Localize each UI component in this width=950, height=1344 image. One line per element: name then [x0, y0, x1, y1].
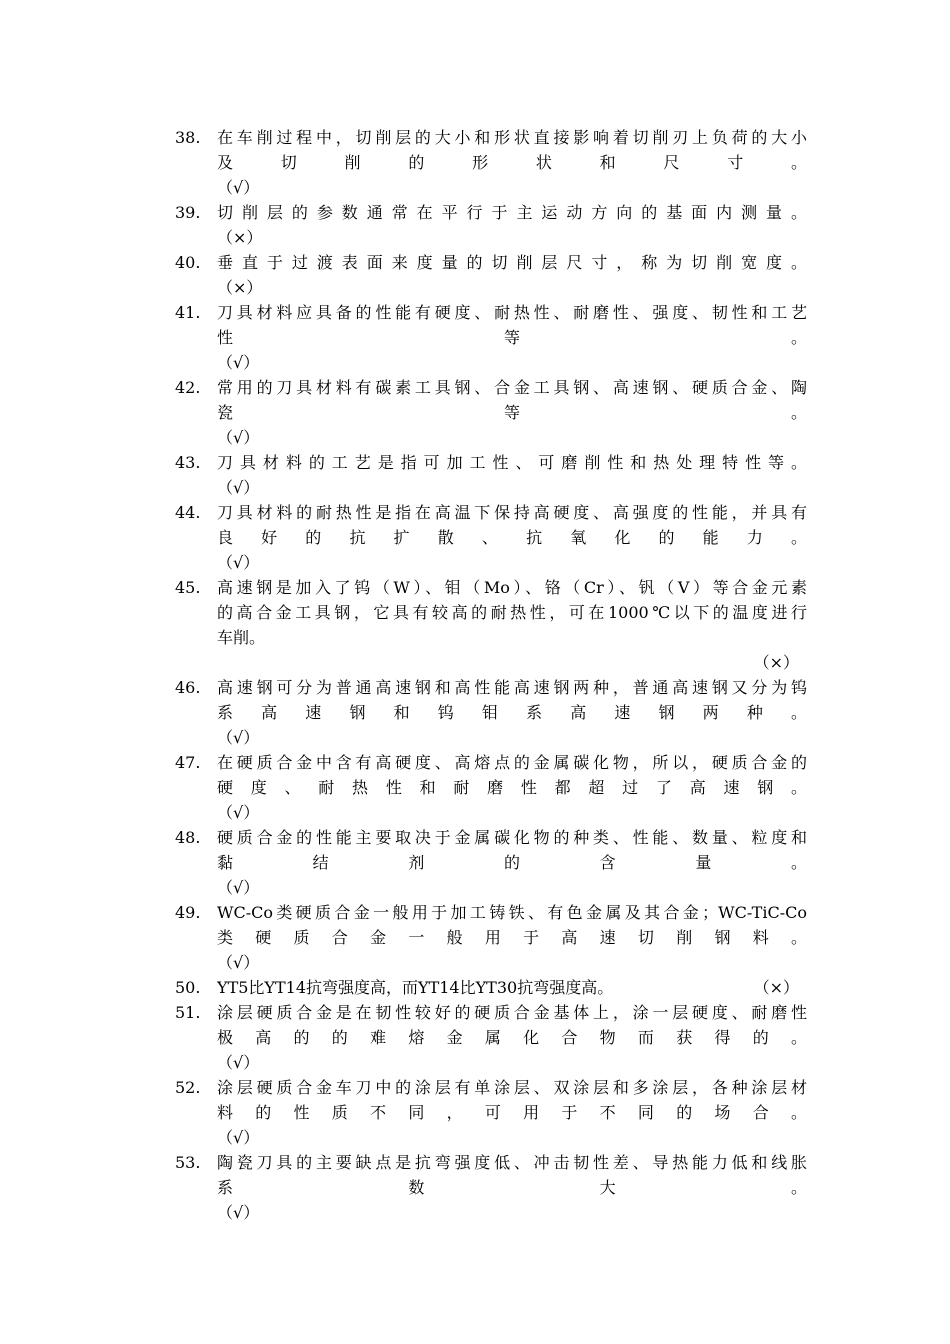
answer-mark: （√） [217, 1203, 260, 1222]
question-text-line1: 切削层的参数通常在平行于主运动方向的基面内测量。 [217, 203, 807, 222]
question-text-line1: 硬质合金的性能主要取决于金属碳化物的种类、性能、数量、粒度和 [217, 828, 807, 847]
answer-mark: （×） [217, 278, 263, 297]
question-number: 51. [175, 1003, 201, 1022]
question-text-line2: 黏结剂的含量。 [217, 853, 807, 872]
question-number: 38. [175, 128, 201, 147]
question-text-line1: 在车削过程中，切削层的大小和形状直接影响着切削刃上负荷的大小 [217, 128, 807, 147]
question-number: 52. [175, 1078, 201, 1097]
question-text-line3: 车削。 [217, 628, 266, 647]
question-number: 48. [175, 828, 201, 847]
answer-mark: （√） [217, 553, 260, 572]
question-text-line2: 系数大。 [217, 1178, 807, 1197]
question-text-line1: 刀具材料的工艺是指可加工性、可磨削性和热处理特性等。 [217, 453, 807, 472]
question-text-line2: 瓷等。 [217, 403, 807, 422]
answer-mark: （√） [217, 353, 260, 372]
answer-mark: （×） [217, 228, 263, 247]
question-text-line2: 类硬质合金一般用于高速切削钢料。 [217, 928, 807, 947]
answer-mark: （√） [217, 1053, 260, 1072]
question-text-line2: 及切削的形状和尺寸。 [217, 153, 807, 172]
question-text-line1: 在硬质合金中含有高硬度、高熔点的金属碳化物，所以，硬质合金的 [217, 753, 807, 772]
question-text-line1: 涂层硬质合金是在韧性较好的硬质合金基体上，涂一层硬度、耐磨性 [217, 1003, 807, 1022]
question-text-line2: 性等。 [217, 328, 807, 347]
question-text-line1: 刀具材料应具备的性能有硬度、耐热性、耐磨性、强度、韧性和工艺 [217, 303, 807, 322]
answer-mark: （√） [217, 178, 260, 197]
question-number: 40. [175, 253, 201, 272]
question-text-line2: 硬度、耐热性和耐磨性都超过了高速钢。 [217, 778, 807, 797]
answer-mark: （√） [217, 953, 260, 972]
answer-mark: （√） [217, 478, 260, 497]
answer-mark: （×） [753, 653, 799, 672]
question-text-line2: 料的性质不同，可用于不同的场合。 [217, 1103, 807, 1122]
question-text-line2: 的高合金工具钢，它具有较高的耐热性，可在1000℃以下的温度进行 [217, 603, 807, 622]
question-number: 49. [175, 903, 201, 922]
question-number: 46. [175, 678, 201, 697]
question-number: 43. [175, 453, 201, 472]
question-text-line1: 刀具材料的耐热性是指在高温下保持高硬度、高强度的性能，并具有 [217, 503, 807, 522]
answer-mark: （√） [217, 878, 260, 897]
answer-mark: （×） [753, 978, 799, 997]
question-text-line1: YT5比YT14抗弯强度高，而YT14比YT30抗弯强度高。 [217, 978, 614, 997]
question-text-line2: 极高的的难熔金属化合物而获得的。 [217, 1028, 807, 1047]
question-number: 53. [175, 1153, 201, 1172]
answer-mark: （√） [217, 428, 260, 447]
question-number: 42. [175, 378, 201, 397]
answer-mark: （√） [217, 1128, 260, 1147]
question-number: 44. [175, 503, 201, 522]
question-text-line1: 垂直于过渡表面来度量的切削层尺寸，称为切削宽度。 [217, 253, 807, 272]
answer-mark: （√） [217, 803, 260, 822]
question-number: 50. [175, 978, 201, 997]
question-text-line2: 良好的抗扩散、抗氧化的能力。 [217, 528, 807, 547]
question-text-line1: 涂层硬质合金车刀中的涂层有单涂层、双涂层和多涂层，各种涂层材 [217, 1078, 807, 1097]
question-text-line1: WC-Co类硬质合金一般用于加工铸铁、有色金属及其合金；WC-TiC-Co [217, 903, 807, 922]
question-text-line1: 高速钢可分为普通高速钢和高性能高速钢两种，普通高速钢又分为钨 [217, 678, 807, 697]
question-text-line2: 系高速钢和钨钼系高速钢两种。 [217, 703, 807, 722]
question-text-line1: 常用的刀具材料有碳素工具钢、合金工具钢、高速钢、硬质合金、陶 [217, 378, 807, 397]
answer-mark: （√） [217, 728, 260, 747]
question-number: 45. [175, 578, 201, 597]
question-number: 39. [175, 203, 201, 222]
question-number: 47. [175, 753, 201, 772]
question-text-line1: 陶瓷刀具的主要缺点是抗弯强度低、冲击韧性差、导热能力低和线胀 [217, 1153, 807, 1172]
question-number: 41. [175, 303, 201, 322]
question-text-line1: 高速钢是加入了钨（W）、钼（Mo）、铬（Cr）、钒（V）等合金元素 [217, 578, 807, 597]
